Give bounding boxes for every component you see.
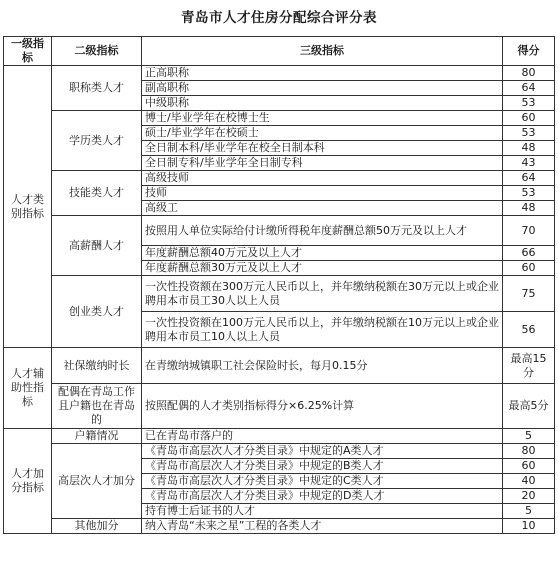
- score-cell: 5: [503, 429, 555, 444]
- item-text: 在青缴纳城镇职工社会保险时长，每月0.15分: [142, 348, 503, 384]
- category-education: 学历类人才: [52, 111, 142, 171]
- item-text: 一次性投资额在300万元人民币以上，并年缴纳税额在30万元以上或企业聘用本市员工30人以上人员: [142, 276, 503, 312]
- score-cell: 64: [503, 171, 555, 186]
- score-cell: 70: [503, 216, 555, 246]
- score-cell: 64: [503, 81, 555, 96]
- score-cell: 53: [503, 126, 555, 141]
- category-high-salary: 高薪酬人才: [52, 216, 142, 276]
- item-text: 硕士/毕业学年在校硕士: [142, 126, 503, 141]
- item-text: 高级工: [142, 201, 503, 216]
- category-skill: 技能类人才: [52, 171, 142, 216]
- score-cell: 60: [503, 459, 555, 474]
- group-bonus: 人才加分指标: [4, 429, 52, 534]
- item-text: 中级职称: [142, 96, 503, 111]
- table-row: [4, 429, 555, 444]
- item-text: 高级技师: [142, 171, 503, 186]
- item-text: 博士/毕业学年在校博士生: [142, 111, 503, 126]
- category-spouse: 配偶在青岛工作且户籍也在青岛的: [52, 384, 142, 429]
- item-text: 一次性投资额在100万元人民币以上，并年缴纳税额在10万元以上或企业聘用本市员工10人以上人员: [142, 312, 503, 348]
- table-row: [4, 171, 555, 186]
- item-text: 按照用人单位实际给付计缴所得税年度薪酬总额50万元及以上人才: [142, 216, 503, 246]
- score-cell: 80: [503, 66, 555, 81]
- score-cell: 53: [503, 186, 555, 201]
- score-cell: 10: [503, 519, 555, 534]
- score-cell: 60: [503, 261, 555, 276]
- score-cell: 最高5分: [503, 384, 555, 429]
- score-cell: 20: [503, 489, 555, 504]
- score-cell: 48: [503, 141, 555, 156]
- header-level3: 三级指标: [142, 37, 503, 66]
- group-talent-category: 人才类别指标: [4, 66, 52, 348]
- score-cell: 48: [503, 201, 555, 216]
- table-row: [4, 276, 555, 312]
- score-cell: 60: [503, 111, 555, 126]
- table-row: [4, 384, 555, 429]
- score-cell: 40: [503, 474, 555, 489]
- score-cell: 66: [503, 246, 555, 261]
- score-cell: 53: [503, 96, 555, 111]
- table-row: [4, 348, 555, 384]
- item-text: 正高职称: [142, 66, 503, 81]
- item-text: 年度薪酬总额40万元及以上人才: [142, 246, 503, 261]
- category-other: 其他加分: [52, 519, 142, 534]
- header-score: 得分: [503, 37, 555, 66]
- score-cell: 56: [503, 312, 555, 348]
- score-cell: 75: [503, 276, 555, 312]
- item-text: 全日制本科/毕业学年在校全日制本科: [142, 141, 503, 156]
- item-text: 持有博士后证书的人才: [142, 504, 503, 519]
- header-level1: 一级指标: [4, 37, 52, 66]
- table-row: [4, 111, 555, 126]
- score-cell: 43: [503, 156, 555, 171]
- category-high-level: 高层次人才加分: [52, 444, 142, 519]
- item-text: 按照配偶的人才类别指标得分×6.25%计算: [142, 384, 503, 429]
- item-text: 《青岛市高层次人才分类目录》中规定的A类人才: [142, 444, 503, 459]
- item-text: 《青岛市高层次人才分类目录》中规定的C类人才: [142, 474, 503, 489]
- table-row: [4, 216, 555, 246]
- item-text: 《青岛市高层次人才分类目录》中规定的B类人才: [142, 459, 503, 474]
- table-row: [4, 66, 555, 81]
- group-auxiliary: 人才辅助性指标: [4, 348, 52, 429]
- table-row: [4, 444, 555, 459]
- score-table: [3, 36, 555, 534]
- item-text: 《青岛市高层次人才分类目录》中规定的D类人才: [142, 489, 503, 504]
- header-level2: 二级指标: [52, 37, 142, 66]
- table-row: [4, 519, 555, 534]
- header-row: [4, 37, 555, 66]
- category-entrepreneur: 创业类人才: [52, 276, 142, 348]
- item-text: 已在青岛市落户的: [142, 429, 503, 444]
- category-title: 职称类人才: [52, 66, 142, 111]
- item-text: 副高职称: [142, 81, 503, 96]
- score-cell: 最高15分: [503, 348, 555, 384]
- item-text: 技师: [142, 186, 503, 201]
- item-text: 纳入青岛“未来之星”工程的各类人才: [142, 519, 503, 534]
- item-text: 年度薪酬总额30万元及以上人才: [142, 261, 503, 276]
- score-cell: 5: [503, 504, 555, 519]
- page-title: 青岛市人才住房分配综合评分表: [181, 10, 377, 26]
- category-hukou: 户籍情况: [52, 429, 142, 444]
- category-social-insurance: 社保缴纳时长: [52, 348, 142, 384]
- item-text: 全日制专科/毕业学年全日制专科: [142, 156, 503, 171]
- score-cell: 80: [503, 444, 555, 459]
